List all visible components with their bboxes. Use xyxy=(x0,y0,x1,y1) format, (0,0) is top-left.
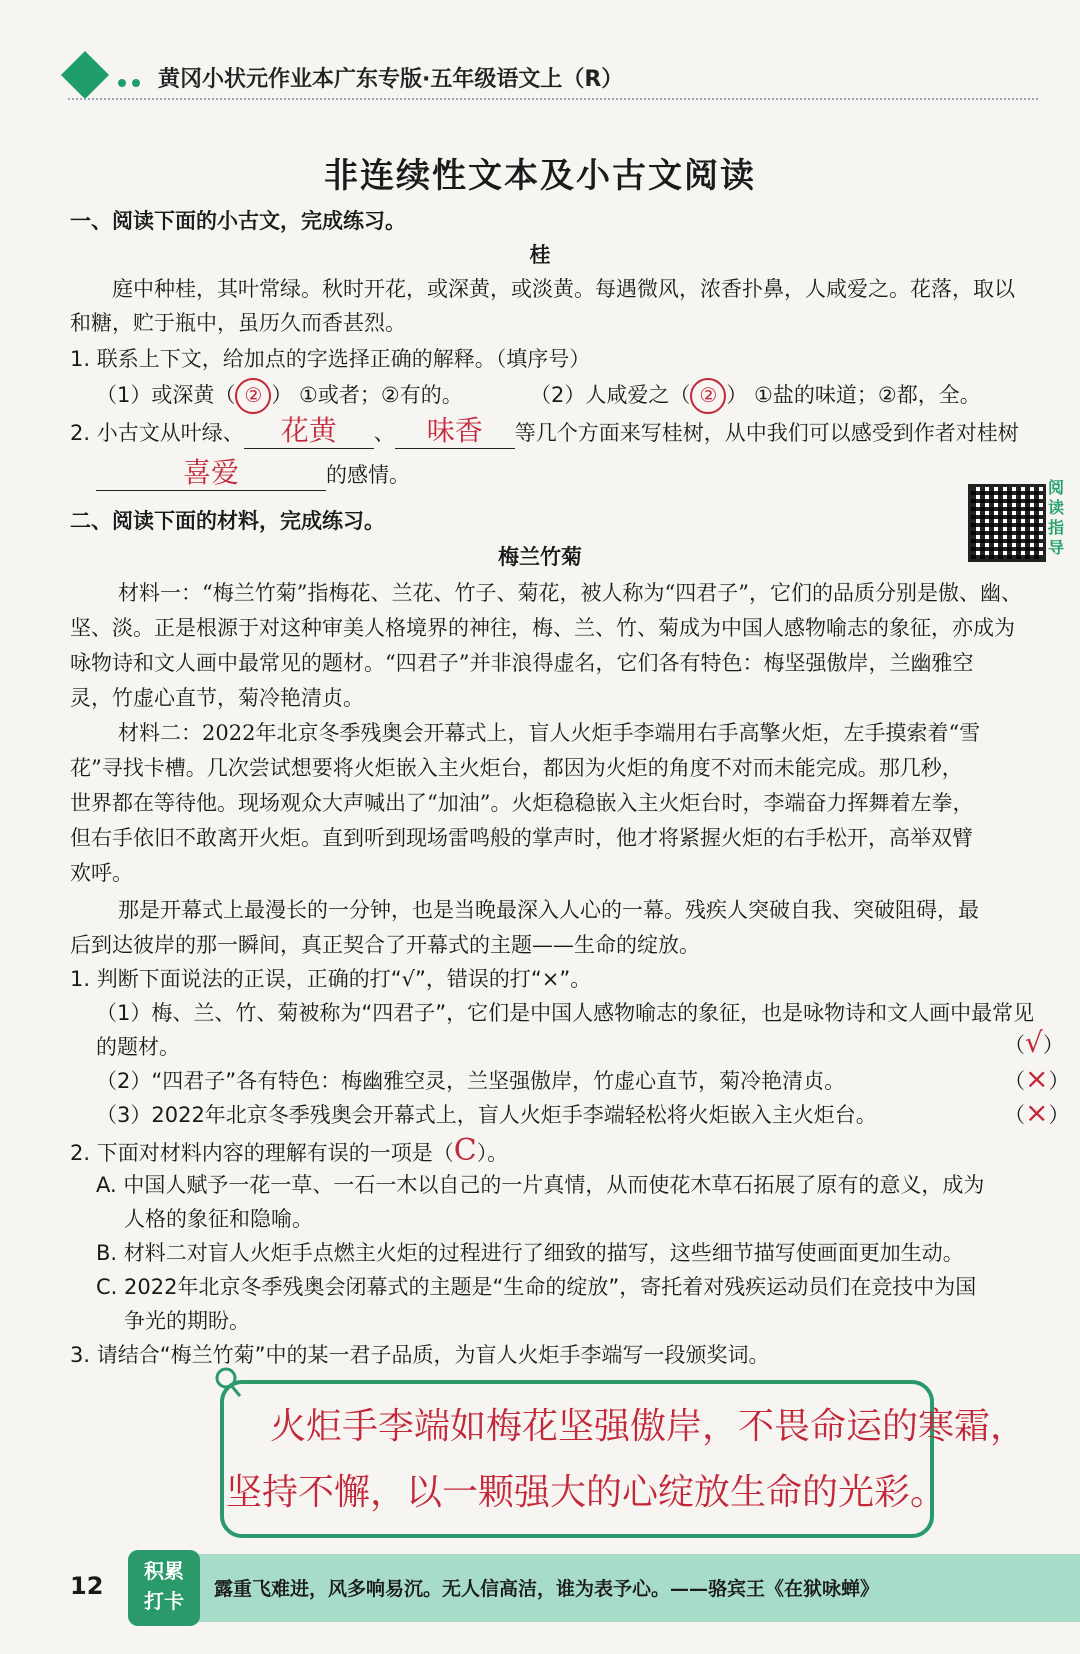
answer-line-1: 火炬手李端如梅花坚强傲岸，不畏命运的寒霜， xyxy=(270,1406,1027,1447)
q2-blank-3[interactable]: 喜爱 xyxy=(96,456,326,491)
part2-heading: 二、阅读下面的材料，完成练习。 xyxy=(70,509,385,533)
material-2-line: 花”寻找卡槽。几次尝试想要将火炬嵌入主火炬台，都因为火炬的角度不对而未能完成。那几秒， xyxy=(70,756,963,780)
header-dots-icon xyxy=(118,72,158,82)
q2-answer[interactable]: C xyxy=(453,1133,477,1168)
page-number: 12 xyxy=(70,1572,104,1600)
q2-separator: 、 xyxy=(373,421,395,445)
page-title: 非连续性文本及小古文阅读 xyxy=(324,156,756,196)
q2-suffix: 等几个方面来写桂树，从中我们可以感受到作者对桂树 xyxy=(514,421,1019,445)
q1-a-answer: ② xyxy=(235,378,271,414)
judge-item-3: （3）2022年北京冬季残奥会开幕式上，盲人火炬手李端轻松将火炬嵌入主火炬台。 xyxy=(96,1103,877,1127)
qr-label: 阅读指导 xyxy=(1048,478,1065,557)
question-2 xyxy=(70,414,1019,450)
judge-item-2: （2）“四君子”各有特色：梅幽雅空灵，兰坚强傲岸，竹虚心直节，菊冷艳清贞。 xyxy=(96,1069,846,1093)
q1-b xyxy=(530,378,981,414)
q1-b-suffix: ） ①盐的味道；②都，全。 xyxy=(726,383,981,407)
header-text: 黄冈小状元作业本广东专版·五年级语文上（R） xyxy=(158,67,624,92)
material-2-line: 但右手依旧不敢离开火炬。直到听到现场雷鸣般的掌声时，他才将紧握火炬的右手松开，高举双臂 xyxy=(70,826,973,850)
material-1-line: 咏物诗和文人画中最常见的题材。“四君子”并非浪得虚名，它们各有特色：梅坚强傲岸，兰幽雅空 xyxy=(70,651,974,675)
material-3-line: 后到达彼岸的那一瞬间，真正契合了开幕式的主题——生命的绽放。 xyxy=(70,933,700,957)
question-2-cont xyxy=(96,456,410,492)
judge-mark-1[interactable]: （√） xyxy=(1004,1026,1064,1059)
q1-b-answer: ② xyxy=(690,378,726,414)
p2-question-1: 1. 判断下面说法的正误，正确的打“√”，错误的打“×”。 xyxy=(70,967,592,991)
footer-badge xyxy=(128,1550,200,1626)
header-divider xyxy=(68,98,1038,100)
q2-prefix: 2. 下面对材料内容的理解有误的一项是（ xyxy=(70,1141,454,1165)
judge-item-1-line1: （1）梅、兰、竹、菊被称为“四君子”，它们是中国人感物喻志的象征，也是咏物诗和文人画中最常见 xyxy=(96,1001,1035,1025)
option-c-line1: C. 2022年北京冬季残奥会闭幕式的主题是“生命的绽放”，寄托着对残疾运动员们在竞技中为国 xyxy=(96,1275,977,1299)
material-1-line: 灵，竹虚心直节，菊冷艳清贞。 xyxy=(70,686,364,710)
passage-line: 和糖，贮于瓶中，虽历久而香甚烈。 xyxy=(70,311,406,335)
q2-blank-1[interactable]: 花黄 xyxy=(244,414,374,449)
passage-title: 梅兰竹菊 xyxy=(498,545,582,569)
q1-a xyxy=(96,378,463,414)
option-c-line2: 争光的期盼。 xyxy=(124,1309,250,1333)
cross-mark: × xyxy=(1025,1062,1049,1095)
passage-line: 庭中种桂，其叶常绿。秋时开花，或深黄，或淡黄。每遇微风，浓香扑鼻，人咸爱之。花落，取以 xyxy=(112,277,1015,301)
q1-a-prefix: （1）或深黄（ xyxy=(96,383,236,407)
p2-question-3: 3. 请结合“梅兰竹菊”中的某一君子品质，为盲人火炬手李端写一段颁奖词。 xyxy=(70,1343,770,1367)
pushpin-icon xyxy=(212,1366,244,1398)
material-1-line: 材料一：“梅兰竹菊”指梅花、兰花、竹子、菊花，被人称为“四君子”，它们的品质分别是傲、幽、 xyxy=(118,581,1022,605)
header-diamond-icon xyxy=(61,51,109,99)
material-2-line: 世界都在等待他。现场观众大声喊出了“加油”。火炬稳稳嵌入主火炬台时，李端奋力挥舞着左拳， xyxy=(70,791,974,815)
material-1-line: 坚、淡。正是根源于对这种审美人格境界的神往，梅、兰、竹、菊成为中国人感物喻志的象征，亦成为 xyxy=(70,616,1015,640)
material-3-line: 那是开幕式上最漫长的一分钟，也是当晚最深入人心的一幕。残疾人突破自我、突破阻碍，最 xyxy=(118,898,979,922)
q2-prefix: 2. 小古文从叶绿、 xyxy=(70,421,244,445)
judge-item-1-line2: 的题材。 xyxy=(96,1035,180,1059)
question-1: 1. 联系上下文，给加点的字选择正确的解释。（填序号） xyxy=(70,347,591,371)
footer-quote: 露重飞难进，风多响易沉。无人信高洁，谁为表予心。——骆宾王《在狱咏蝉》 xyxy=(214,1578,880,1600)
q2-suffix: ）。 xyxy=(476,1141,509,1165)
badge-line-2: 打卡 xyxy=(144,1589,184,1613)
judge-mark-3[interactable]: （×） xyxy=(1004,1096,1070,1129)
answer-line-2: 坚持不懈，以一颗强大的心绽放生命的光彩。 xyxy=(226,1472,947,1513)
judge-mark-2[interactable]: （×） xyxy=(1004,1062,1070,1095)
material-2-line: 欢呼。 xyxy=(70,861,133,885)
check-mark: √ xyxy=(1025,1026,1043,1059)
cross-mark: × xyxy=(1025,1096,1049,1129)
option-a-line1: A. 中国人赋予一花一草、一石一木以自己的一片真情，从而使花木草石拓展了原有的意义，成为 xyxy=(96,1173,985,1197)
option-a-line2: 人格的象征和隐喻。 xyxy=(124,1207,313,1231)
q2-blank-2[interactable]: 味香 xyxy=(395,414,515,449)
part1-heading: 一、阅读下面的小古文，完成练习。 xyxy=(70,209,406,233)
badge-line-1: 积累 xyxy=(144,1559,184,1583)
q1-b-prefix: （2）人咸爱之（ xyxy=(530,383,691,407)
q1-a-suffix: ） ①或者；②有的。 xyxy=(271,383,463,407)
p2-question-2 xyxy=(70,1134,508,1170)
material-2-line: 材料二：2022年北京冬季残奥会开幕式上，盲人火炬手李端用右手高擎火炬，左手摸索着“雪 xyxy=(118,721,981,745)
q2-end: 的感情。 xyxy=(326,463,410,487)
poem-title: 桂 xyxy=(529,243,551,267)
option-b: B. 材料二对盲人火炬手点燃主火炬的过程进行了细致的描写，这些细节描写使画面更加生动。 xyxy=(96,1241,964,1265)
